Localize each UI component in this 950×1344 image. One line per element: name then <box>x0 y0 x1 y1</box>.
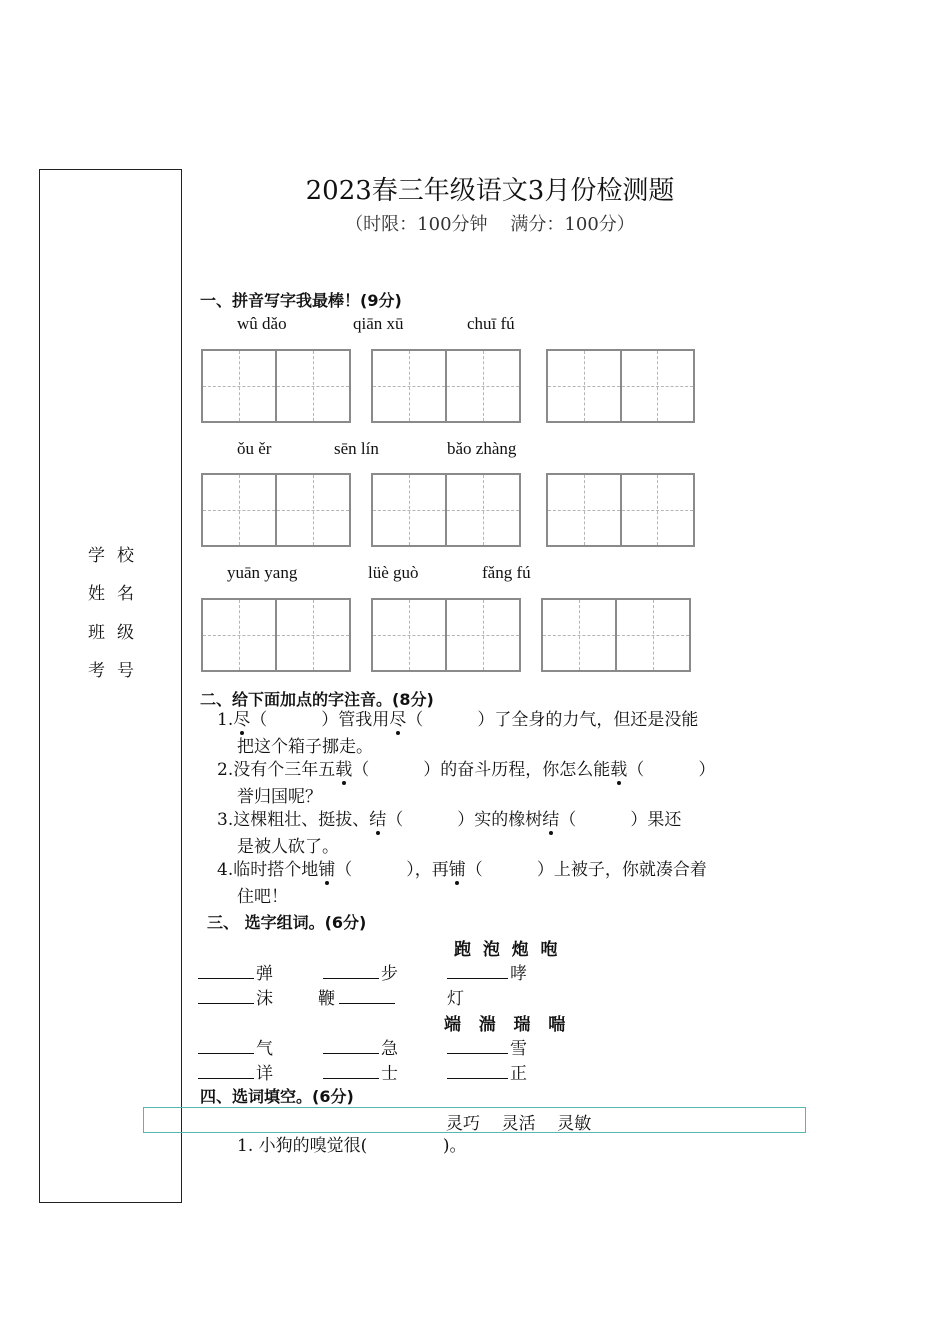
name-label: 姓名 <box>88 584 146 604</box>
fill-word[interactable]: 弹 <box>198 959 273 984</box>
writing-grid[interactable] <box>201 598 351 672</box>
fill-word[interactable]: 正 <box>447 1059 527 1084</box>
question-line-cont: 住吧！ <box>237 887 288 907</box>
grid-cell[interactable] <box>543 600 617 670</box>
question-text: 4.临时搭个地 <box>217 860 319 880</box>
pinyin-label: ǒu ěr <box>237 439 272 458</box>
fill-word[interactable]: 详 <box>198 1059 273 1084</box>
word-bank: 灵巧 灵活 灵敏 <box>446 1114 592 1134</box>
student-info-sidebar <box>39 169 182 1203</box>
writing-grid[interactable] <box>546 473 695 547</box>
pinyin-label: chuī fú <box>467 314 515 333</box>
writing-grid[interactable] <box>201 473 351 547</box>
dotted-char: 铺 <box>318 860 336 880</box>
pinyin-label: qiān xū <box>353 314 404 333</box>
dotted-char: 尽 <box>233 710 251 730</box>
page-title: 2023春三年级语文3月份检测题 <box>305 176 675 206</box>
question-line-cont: 是被人砍了。 <box>237 837 339 857</box>
char-options: 端 湍 瑞 喘 <box>444 1015 566 1035</box>
answer-blank[interactable]: （ ）的奋斗历程，你怎么能 <box>352 760 611 780</box>
grid-cell[interactable] <box>548 351 622 421</box>
grid-cell[interactable] <box>617 600 689 670</box>
grid-cell[interactable] <box>203 475 277 545</box>
writing-grid[interactable] <box>371 473 521 547</box>
fill-word[interactable]: 急 <box>323 1034 398 1059</box>
grid-cell[interactable] <box>203 351 277 421</box>
answer-blank[interactable]: （ ）实的橡树 <box>386 810 543 830</box>
answer-blank[interactable]: （ ）果还 <box>559 810 682 830</box>
dotted-char: 铺 <box>448 860 466 880</box>
section2-heading: 二、给下面加点的字注音。(8分) <box>200 690 434 709</box>
section3-heading: 三、 选字组词。(6分) <box>207 913 367 932</box>
dotted-char: 尽 <box>389 710 407 730</box>
fill-word[interactable]: 士 <box>323 1059 398 1084</box>
grid-cell[interactable] <box>277 600 349 670</box>
writing-grid[interactable] <box>201 349 351 423</box>
class-label: 班级 <box>88 623 146 643</box>
question-line[interactable]: 1. 小狗的嗅觉很( )。 <box>237 1136 467 1156</box>
grid-cell[interactable] <box>277 351 349 421</box>
fill-word[interactable]: 鞭 <box>318 984 397 1009</box>
question-number: 1. <box>217 710 234 730</box>
grid-cell[interactable] <box>277 475 349 545</box>
section1-heading: 一、拼音写字我最棒！(9分) <box>200 291 402 310</box>
fill-word[interactable]: 哮 <box>447 959 527 984</box>
grid-cell[interactable] <box>622 475 694 545</box>
question-line <box>217 708 698 732</box>
pinyin-label: fǎng fú <box>482 563 531 582</box>
dotted-char: 结 <box>542 810 560 830</box>
question-line <box>217 858 707 882</box>
grid-cell[interactable] <box>548 475 622 545</box>
grid-cell[interactable] <box>373 600 447 670</box>
question-text: 3.这棵粗壮、挺拔、 <box>217 810 370 830</box>
writing-grid[interactable] <box>371 349 521 423</box>
pinyin-label: wû dǎo <box>237 314 287 333</box>
section4-heading: 四、选词填空。(6分) <box>200 1087 354 1106</box>
pinyin-label: sēn lín <box>334 439 379 458</box>
char-options: 跑 泡 炮 咆 <box>454 940 558 960</box>
pinyin-label: yuān yang <box>227 563 298 582</box>
writing-grid[interactable] <box>371 598 521 672</box>
exam-number-label: 考号 <box>88 661 146 681</box>
grid-cell[interactable] <box>447 600 519 670</box>
fill-word[interactable]: 沫 <box>198 984 273 1009</box>
answer-blank[interactable]: （ ）了全身的力气，但还是没能 <box>406 710 699 730</box>
pinyin-label: lüè guò <box>368 563 419 582</box>
question-text: 2.没有个三年五 <box>217 760 336 780</box>
grid-cell[interactable] <box>203 600 277 670</box>
page-subtitle: （时限：100分钟 满分：100分） <box>345 214 635 235</box>
school-label: 学校 <box>88 546 146 566</box>
answer-blank[interactable]: （ ），再 <box>335 860 449 880</box>
grid-cell[interactable] <box>622 351 694 421</box>
question-line <box>217 808 681 832</box>
dotted-char: 结 <box>369 810 387 830</box>
pinyin-label: bǎo zhàng <box>447 439 517 458</box>
writing-grid[interactable] <box>541 598 691 672</box>
dotted-char: 载 <box>610 760 628 780</box>
fill-word[interactable]: 步 <box>323 959 398 984</box>
fill-word[interactable]: 灯 <box>447 989 464 1009</box>
question-line-cont: 把这个箱子挪走。 <box>237 737 373 757</box>
grid-cell[interactable] <box>447 351 519 421</box>
question-line-cont: 誉归国呢？ <box>237 787 322 807</box>
grid-cell[interactable] <box>447 475 519 545</box>
answer-blank[interactable]: （ ）上被子，你就凑合着 <box>465 860 707 880</box>
grid-cell[interactable] <box>373 475 447 545</box>
question-line <box>217 758 715 782</box>
writing-grid[interactable] <box>546 349 695 423</box>
fill-word[interactable]: 气 <box>198 1034 273 1059</box>
dotted-char: 载 <box>335 760 353 780</box>
answer-blank[interactable]: （ ） <box>627 760 716 780</box>
grid-cell[interactable] <box>373 351 447 421</box>
answer-blank[interactable]: （ ）管我用 <box>250 710 390 730</box>
fill-word[interactable]: 雪 <box>447 1034 527 1059</box>
